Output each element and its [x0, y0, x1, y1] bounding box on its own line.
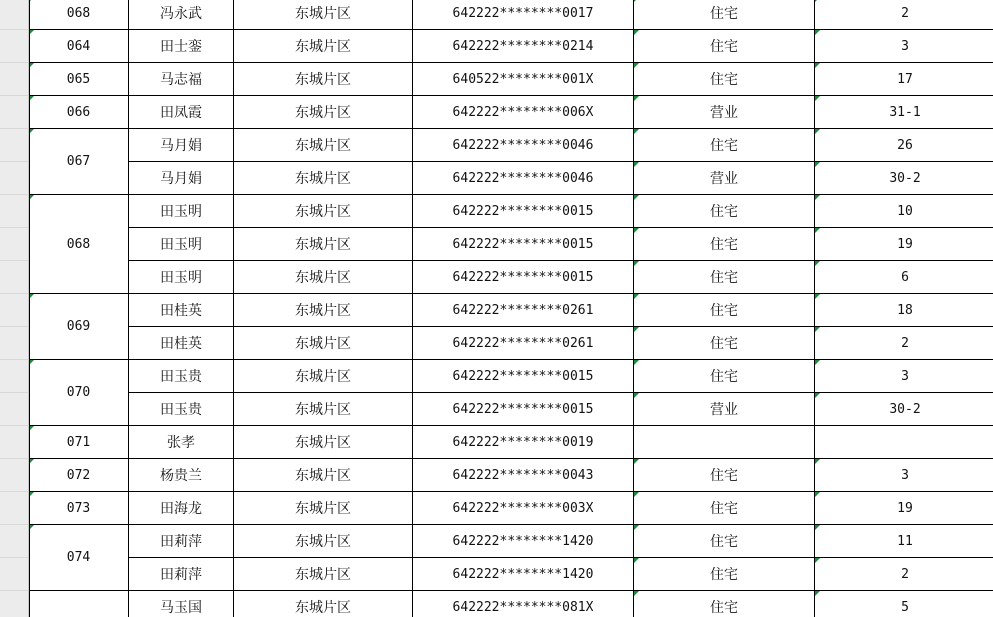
- row-header-98[interactable]: [0, 129, 29, 162]
- number-as-text-marker: [815, 63, 820, 68]
- row-header-94[interactable]: [0, 0, 29, 30]
- cell-qty[interactable]: [815, 360, 993, 393]
- cell-name-text: 田玉明: [160, 237, 202, 253]
- number-as-text-marker: [815, 591, 820, 596]
- cell-name[interactable]: [129, 96, 234, 129]
- row-header-99[interactable]: [0, 162, 29, 195]
- cell-id[interactable]: [29, 492, 129, 525]
- cell-id[interactable]: [29, 294, 129, 360]
- cell-idcard[interactable]: [413, 63, 634, 96]
- cell-id[interactable]: [29, 30, 129, 63]
- cell-id[interactable]: [29, 0, 129, 30]
- cell-name-text: 杨贵兰: [160, 468, 202, 484]
- cell-area-text: 东城片区: [295, 237, 351, 253]
- cell-type[interactable]: [634, 30, 815, 63]
- number-as-text-marker: [815, 162, 820, 167]
- cell-idcard-text: 642222********1420: [452, 566, 594, 582]
- cell-area-text: 东城片区: [295, 6, 351, 22]
- cell-name[interactable]: [129, 360, 234, 393]
- number-as-text-marker: [634, 360, 639, 365]
- cell-area[interactable]: [234, 525, 413, 558]
- cell-qty[interactable]: [815, 63, 993, 96]
- number-as-text-marker: [634, 228, 639, 233]
- cell-type-text: 住宅: [710, 138, 738, 154]
- cell-area-text: 东城片区: [295, 72, 351, 88]
- cell-idcard[interactable]: [413, 96, 634, 129]
- cell-idcard[interactable]: [413, 393, 634, 426]
- cell-area-text: 东城片区: [295, 336, 351, 352]
- cell-name-text: 田莉萍: [160, 567, 202, 583]
- cell-area-text: 东城片区: [295, 402, 351, 418]
- cell-name[interactable]: [129, 426, 234, 459]
- cell-type-text: 住宅: [710, 303, 738, 319]
- cell-id-text: 065: [66, 71, 91, 87]
- cell-area[interactable]: [234, 63, 413, 96]
- cell-type-text: 住宅: [710, 501, 738, 517]
- cell-area[interactable]: [234, 558, 413, 591]
- cell-name-text: 田海龙: [160, 501, 202, 517]
- grid-left-border: [29, 0, 30, 617]
- cell-name[interactable]: [129, 393, 234, 426]
- cell-id-text: 070: [66, 385, 91, 400]
- cell-qty[interactable]: [815, 393, 993, 426]
- cell-idcard[interactable]: [413, 228, 634, 261]
- cell-idcard-text: 642222********0261: [452, 302, 594, 318]
- cell-idcard-text: 642222********081X: [452, 599, 594, 615]
- cell-name-text: 田玉贵: [160, 402, 202, 418]
- cell-area-text: 东城片区: [295, 369, 351, 385]
- cell-area[interactable]: [234, 261, 413, 294]
- row-header-112[interactable]: [0, 591, 29, 617]
- cell-name-text: 田玉明: [160, 204, 202, 220]
- number-as-text-marker: [634, 525, 639, 530]
- cell-name[interactable]: [129, 261, 234, 294]
- cell-type-text: 营业: [710, 402, 738, 418]
- cell-id-text: 072: [66, 467, 91, 483]
- cell-qty-text: 19: [897, 500, 913, 516]
- cell-qty[interactable]: [815, 327, 993, 360]
- cell-name[interactable]: [129, 162, 234, 195]
- cell-name-text: 马志福: [160, 72, 202, 88]
- cell-qty-text: 2: [901, 335, 909, 351]
- number-as-text-marker: [634, 0, 639, 2]
- cell-name[interactable]: [129, 228, 234, 261]
- cell-idcard[interactable]: [413, 492, 634, 525]
- cell-type-text: 住宅: [710, 39, 738, 55]
- cell-qty[interactable]: [815, 459, 993, 492]
- cell-qty[interactable]: [815, 294, 993, 327]
- cell-qty-text: 11: [897, 533, 913, 549]
- cell-qty-text: 10: [897, 203, 913, 219]
- number-as-text-marker: [634, 30, 639, 35]
- cell-qty[interactable]: [815, 492, 993, 525]
- cell-id[interactable]: [29, 129, 129, 195]
- cell-name[interactable]: [129, 129, 234, 162]
- number-as-text-marker: [634, 294, 639, 299]
- cell-id[interactable]: [29, 360, 129, 426]
- cell-id[interactable]: [29, 591, 129, 617]
- cell-idcard[interactable]: [413, 162, 634, 195]
- cell-idcard-text: 642222********1420: [452, 533, 594, 549]
- cell-type[interactable]: [634, 591, 815, 617]
- cell-id[interactable]: [29, 195, 129, 294]
- row-header-101[interactable]: [0, 228, 29, 261]
- cell-name[interactable]: [129, 63, 234, 96]
- cell-type[interactable]: [634, 558, 815, 591]
- cell-idcard-text: 642222********0043: [452, 467, 594, 483]
- cell-area[interactable]: [234, 129, 413, 162]
- number-as-text-marker: [634, 63, 639, 68]
- row-header-110[interactable]: [0, 525, 29, 558]
- cell-id-text: 071: [66, 434, 91, 450]
- number-as-text-marker: [815, 294, 820, 299]
- row-header-105[interactable]: [0, 360, 29, 393]
- cell-type-text: 住宅: [710, 534, 738, 550]
- cell-type[interactable]: [634, 294, 815, 327]
- cell-idcard-text: 642222********0015: [452, 368, 594, 384]
- number-as-text-marker: [634, 558, 639, 563]
- cell-type-text: 住宅: [710, 6, 738, 22]
- cell-idcard-text: 642222********0214: [452, 38, 594, 54]
- row-header-103[interactable]: [0, 294, 29, 327]
- number-as-text-marker: [815, 393, 820, 398]
- cell-qty-text: 3: [901, 38, 909, 54]
- row-header-107[interactable]: [0, 426, 29, 459]
- row-header-106[interactable]: [0, 393, 29, 426]
- cell-area-text: 东城片区: [295, 204, 351, 220]
- row-header-95[interactable]: [0, 30, 29, 63]
- cell-qty-text: 6: [901, 269, 909, 285]
- cell-qty[interactable]: [815, 96, 993, 129]
- cell-type[interactable]: [634, 195, 815, 228]
- cell-qty-text: 19: [897, 236, 913, 252]
- cell-area[interactable]: [234, 393, 413, 426]
- row-header-109[interactable]: [0, 492, 29, 525]
- cell-area-text: 东城片区: [295, 138, 351, 154]
- cell-type[interactable]: [634, 0, 815, 30]
- cell-id[interactable]: [29, 426, 129, 459]
- row-header-108[interactable]: [0, 459, 29, 492]
- cell-idcard-text: 642222********0015: [452, 236, 594, 252]
- cell-name[interactable]: [129, 492, 234, 525]
- cell-name-text: 冯永武: [160, 6, 202, 22]
- cell-idcard-text: 642222********0261: [452, 335, 594, 351]
- number-as-text-marker: [634, 261, 639, 266]
- cell-area[interactable]: [234, 360, 413, 393]
- cell-type[interactable]: [634, 162, 815, 195]
- cell-area[interactable]: [234, 195, 413, 228]
- cell-area-text: 东城片区: [295, 567, 351, 583]
- cell-area-text: 东城片区: [295, 270, 351, 286]
- cell-name[interactable]: [129, 558, 234, 591]
- number-as-text-marker: [815, 96, 820, 101]
- cell-name[interactable]: [129, 195, 234, 228]
- cell-type-text: 住宅: [710, 270, 738, 286]
- cell-qty-text: 5: [901, 599, 909, 615]
- cell-idcard[interactable]: [413, 0, 634, 30]
- cell-qty-text: 30-2: [889, 401, 921, 417]
- cell-type[interactable]: [634, 228, 815, 261]
- cell-qty[interactable]: [815, 195, 993, 228]
- number-as-text-marker: [634, 195, 639, 200]
- cell-id-text: 067: [66, 154, 91, 169]
- cell-area[interactable]: [234, 591, 413, 617]
- cell-type[interactable]: [634, 261, 815, 294]
- cell-name[interactable]: [129, 459, 234, 492]
- cell-name-text: 马玉国: [160, 600, 202, 616]
- cell-area[interactable]: [234, 294, 413, 327]
- cell-type[interactable]: [634, 129, 815, 162]
- number-as-text-marker: [815, 30, 820, 35]
- cell-name-text: 张孝: [167, 435, 195, 451]
- cell-area[interactable]: [234, 459, 413, 492]
- cell-idcard-text: 642222********0046: [452, 137, 594, 153]
- cell-type-text: 住宅: [710, 237, 738, 253]
- cell-type[interactable]: [634, 393, 815, 426]
- cell-area-text: 东城片区: [295, 39, 351, 55]
- cell-area[interactable]: [234, 96, 413, 129]
- cell-idcard-text: 642222********0015: [452, 269, 594, 285]
- cell-qty[interactable]: [815, 591, 993, 617]
- cell-name[interactable]: [129, 294, 234, 327]
- number-as-text-marker: [815, 525, 820, 530]
- cell-idcard[interactable]: [413, 195, 634, 228]
- cell-type-text: 住宅: [710, 336, 738, 352]
- cell-idcard-text: 640522********001X: [452, 71, 594, 87]
- row-header-102[interactable]: [0, 261, 29, 294]
- cell-id[interactable]: [29, 96, 129, 129]
- cell-type[interactable]: [634, 525, 815, 558]
- cell-idcard[interactable]: [413, 294, 634, 327]
- cell-area[interactable]: [234, 327, 413, 360]
- cell-name-text: 田玉贵: [160, 369, 202, 385]
- cell-qty-text: 26: [897, 137, 913, 153]
- cell-type[interactable]: [634, 492, 815, 525]
- cell-idcard[interactable]: [413, 327, 634, 360]
- cell-area[interactable]: [234, 426, 413, 459]
- number-as-text-marker: [634, 459, 639, 464]
- cell-idcard[interactable]: [413, 525, 634, 558]
- cell-qty-text: 2: [901, 5, 909, 21]
- cell-area-text: 东城片区: [295, 105, 351, 121]
- cell-qty[interactable]: [815, 228, 993, 261]
- cell-name-text: 田桂英: [160, 303, 202, 319]
- cell-name[interactable]: [129, 327, 234, 360]
- cell-type-text: 住宅: [710, 468, 738, 484]
- cell-idcard-text: 642222********0046: [452, 170, 594, 186]
- cell-name[interactable]: [129, 0, 234, 30]
- cell-type[interactable]: [634, 360, 815, 393]
- cell-area-text: 东城片区: [295, 171, 351, 187]
- number-as-text-marker: [815, 327, 820, 332]
- cell-qty-text: 17: [897, 71, 913, 87]
- cell-qty-text: 3: [901, 368, 909, 384]
- number-as-text-marker: [815, 459, 820, 464]
- number-as-text-marker: [634, 492, 639, 497]
- row-header-104[interactable]: [0, 327, 29, 360]
- cell-qty[interactable]: [815, 426, 993, 459]
- cell-area-text: 东城片区: [295, 468, 351, 484]
- cell-name-text: 马月娟: [160, 171, 202, 187]
- number-as-text-marker: [815, 129, 820, 134]
- row-header-97[interactable]: [0, 96, 29, 129]
- number-as-text-marker: [634, 162, 639, 167]
- cell-id-text: 074: [66, 550, 91, 565]
- number-as-text-marker: [815, 0, 820, 2]
- cell-name[interactable]: [129, 525, 234, 558]
- number-as-text-marker: [815, 195, 820, 200]
- cell-type-text: 营业: [710, 171, 738, 187]
- cell-name-text: 田士銮: [160, 39, 202, 55]
- cell-area-text: 东城片区: [295, 534, 351, 550]
- cell-id-text: 073: [66, 500, 91, 516]
- cell-type[interactable]: [634, 426, 815, 459]
- cell-qty[interactable]: [815, 162, 993, 195]
- cell-idcard[interactable]: [413, 129, 634, 162]
- cell-qty[interactable]: [815, 0, 993, 30]
- cell-qty-text: 3: [901, 467, 909, 483]
- row-header-111[interactable]: [0, 558, 29, 591]
- cell-idcard-text: 642222********0015: [452, 203, 594, 219]
- number-as-text-marker: [815, 360, 820, 365]
- cell-id-text: 064: [66, 38, 91, 54]
- cell-area[interactable]: [234, 492, 413, 525]
- cell-id-text: 069: [66, 319, 91, 334]
- cell-qty[interactable]: [815, 129, 993, 162]
- cell-area-text: 东城片区: [295, 303, 351, 319]
- cell-idcard[interactable]: [413, 360, 634, 393]
- cell-id[interactable]: [29, 459, 129, 492]
- cell-qty[interactable]: [815, 261, 993, 294]
- cell-idcard[interactable]: [413, 591, 634, 617]
- cell-qty[interactable]: [815, 525, 993, 558]
- cell-name-text: 田凤霞: [160, 105, 202, 121]
- cell-type-text: 住宅: [710, 369, 738, 385]
- number-as-text-marker: [634, 96, 639, 101]
- cell-qty-text: 31-1: [889, 104, 921, 120]
- cell-id[interactable]: [29, 63, 129, 96]
- cell-qty-text: 30-2: [889, 170, 921, 186]
- cell-name[interactable]: [129, 591, 234, 617]
- cell-qty-text: 2: [901, 566, 909, 582]
- number-as-text-marker: [634, 393, 639, 398]
- cell-name-text: 田玉明: [160, 270, 202, 286]
- cell-area-text: 东城片区: [295, 600, 351, 616]
- cell-idcard-text: 642222********003X: [452, 500, 594, 516]
- cell-type[interactable]: [634, 63, 815, 96]
- cell-type-text: 营业: [710, 105, 738, 121]
- cell-area[interactable]: [234, 228, 413, 261]
- cell-qty-text: 18: [897, 302, 913, 318]
- cell-type-text: 住宅: [710, 600, 738, 616]
- row-header-96[interactable]: [0, 63, 29, 96]
- cell-area[interactable]: [234, 162, 413, 195]
- cell-area-text: 东城片区: [295, 435, 351, 451]
- cell-idcard[interactable]: [413, 426, 634, 459]
- cell-idcard-text: 642222********006X: [452, 104, 594, 120]
- number-as-text-marker: [634, 327, 639, 332]
- cell-idcard-text: 642222********0019: [452, 434, 594, 450]
- row-header-100[interactable]: [0, 195, 29, 228]
- cell-type[interactable]: [634, 327, 815, 360]
- cell-idcard[interactable]: [413, 459, 634, 492]
- cell-idcard[interactable]: [413, 558, 634, 591]
- cell-qty[interactable]: [815, 558, 993, 591]
- cell-name-text: 马月娟: [160, 138, 202, 154]
- cell-area[interactable]: [234, 0, 413, 30]
- number-as-text-marker: [634, 591, 639, 596]
- cell-idcard[interactable]: [413, 261, 634, 294]
- cell-id[interactable]: [29, 525, 129, 591]
- cell-qty[interactable]: [815, 30, 993, 63]
- cell-type-text: 住宅: [710, 72, 738, 88]
- cell-type[interactable]: [634, 459, 815, 492]
- number-as-text-marker: [815, 492, 820, 497]
- cell-name-text: 田桂英: [160, 336, 202, 352]
- cell-area-text: 东城片区: [295, 501, 351, 517]
- number-as-text-marker: [634, 129, 639, 134]
- cell-idcard[interactable]: [413, 30, 634, 63]
- number-as-text-marker: [815, 228, 820, 233]
- cell-type[interactable]: [634, 96, 815, 129]
- cell-type-text: 住宅: [710, 204, 738, 220]
- cell-id-text: 068: [66, 5, 91, 21]
- number-as-text-marker: [815, 261, 820, 266]
- cell-id-text: 066: [66, 104, 91, 120]
- cell-idcard-text: 642222********0015: [452, 401, 594, 417]
- cell-idcard-text: 642222********0017: [452, 5, 594, 21]
- cell-name[interactable]: [129, 30, 234, 63]
- number-as-text-marker: [815, 558, 820, 563]
- cell-area[interactable]: [234, 30, 413, 63]
- cell-id-text: 068: [66, 236, 91, 252]
- cell-type-text: 住宅: [710, 567, 738, 583]
- cell-name-text: 田莉萍: [160, 534, 202, 550]
